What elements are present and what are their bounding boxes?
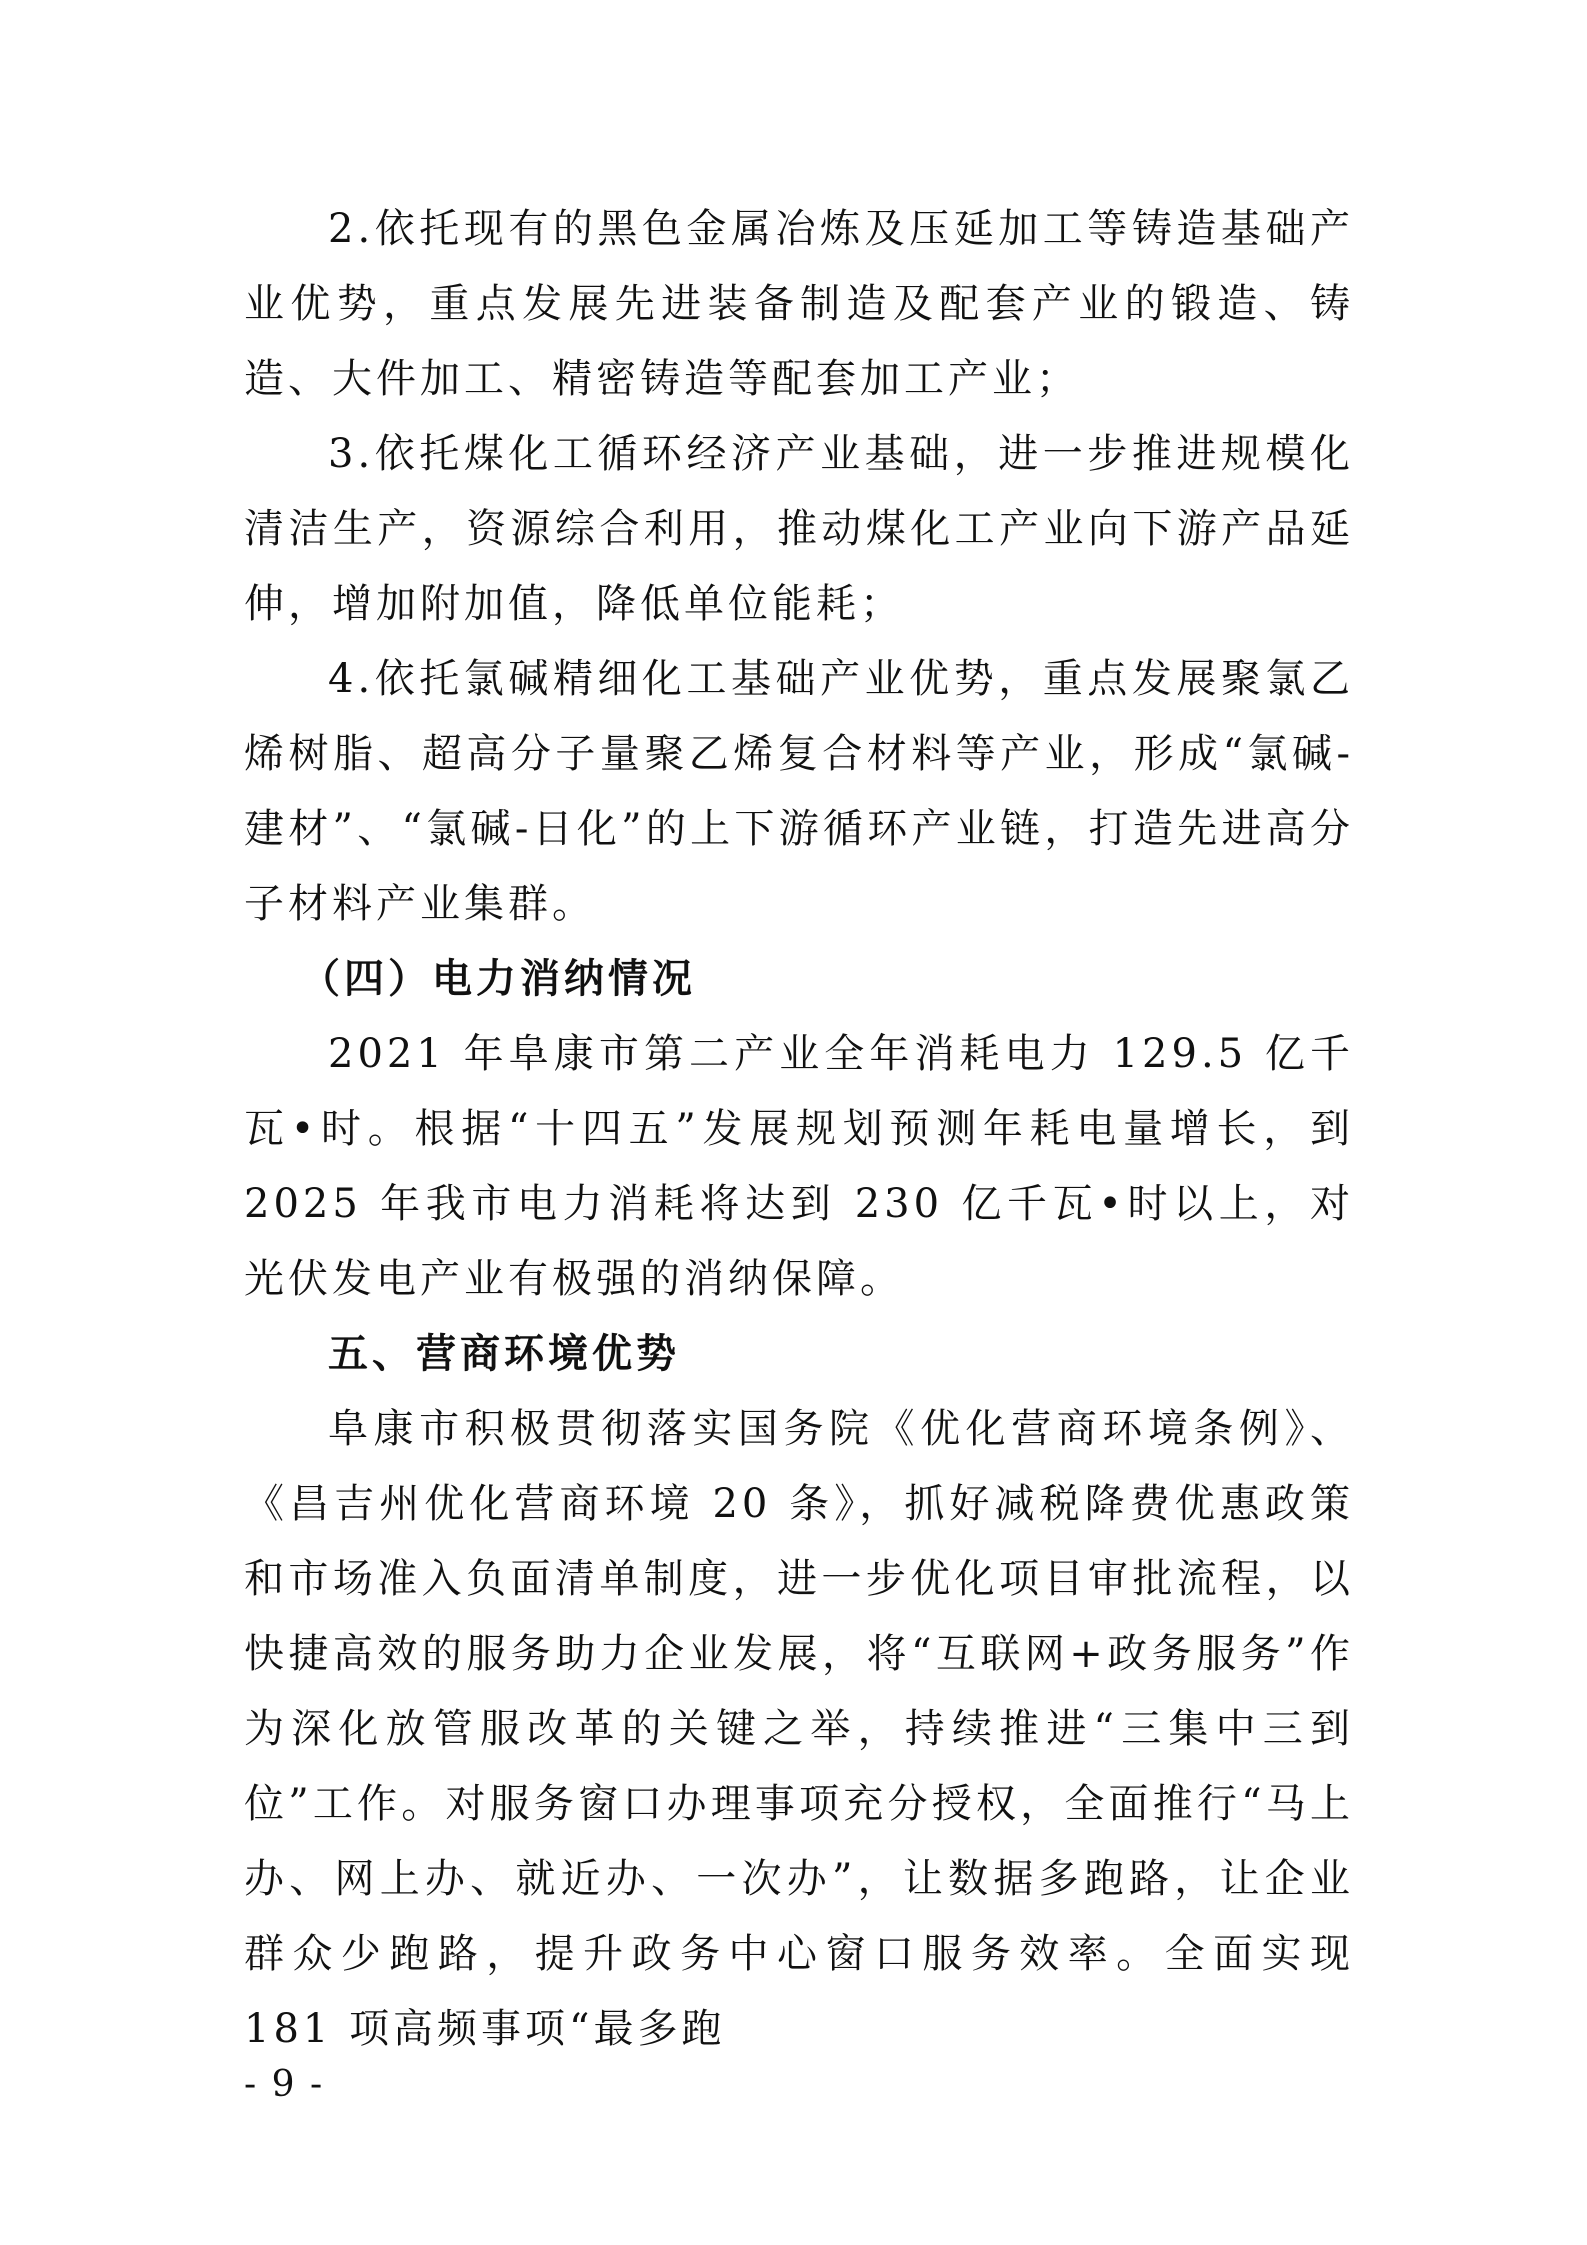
paragraph-power-consumption: 2021 年阜康市第二产业全年消耗电力 129.5 亿千瓦•时。根据“十四五”发展规划预测年耗电量增长，到 2025 年我市电力消耗将达到 230 亿千瓦•时以上，对光伏发电产业有极强的消纳保障。: [244, 1031, 1354, 1302]
paragraph-business-environment: 阜康市积极贯彻落实国务院《优化营商环境条例》、《昌吉州优化营商环境 20 条》，抓好减税降费优惠政策和市场准入负面清单制度，进一步优化项目审批流程，以快捷高效的服务助力企业发展，将“互联网+政务服务”作为深化放管服改革的关键之举，持续推进“三集中三到位”工作。对服务窗口办理事项充分授权，全面推行“马上办、网上办、就近办、一次办”，让数据多跑路，让企业群众少跑路，提升政务中心窗口服务效率。全面实现 181 项高频事项“最多跑: [244, 1406, 1354, 2052]
paragraph-item-2: 2.依托现有的黑色金属冶炼及压延加工等铸造基础产业优势，重点发展先进装备制造及配套产业的锻造、铸造、大件加工、精密铸造等配套加工产业；: [244, 206, 1354, 402]
paragraph-item-4: 4.依托氯碱精细化工基础产业优势，重点发展聚氯乙烯树脂、超高分子量聚乙烯复合材料等产业，形成“氯碱-建材”、“氯碱-日化”的上下游循环产业链，打造先进高分子材料产业集群。: [244, 656, 1354, 927]
page-number: - 9 -: [244, 2064, 325, 2105]
section-heading-business-environment: 五、营商环境优势: [328, 1331, 680, 1377]
section-subheading-power: （四）电力消纳情况: [300, 956, 696, 1002]
paragraph-item-3: 3.依托煤化工循环经济产业基础，进一步推进规模化清洁生产，资源综合利用，推动煤化工产业向下游产品延伸，增加附加值，降低单位能耗；: [244, 431, 1354, 627]
document-body: [244, 192, 1354, 2067]
